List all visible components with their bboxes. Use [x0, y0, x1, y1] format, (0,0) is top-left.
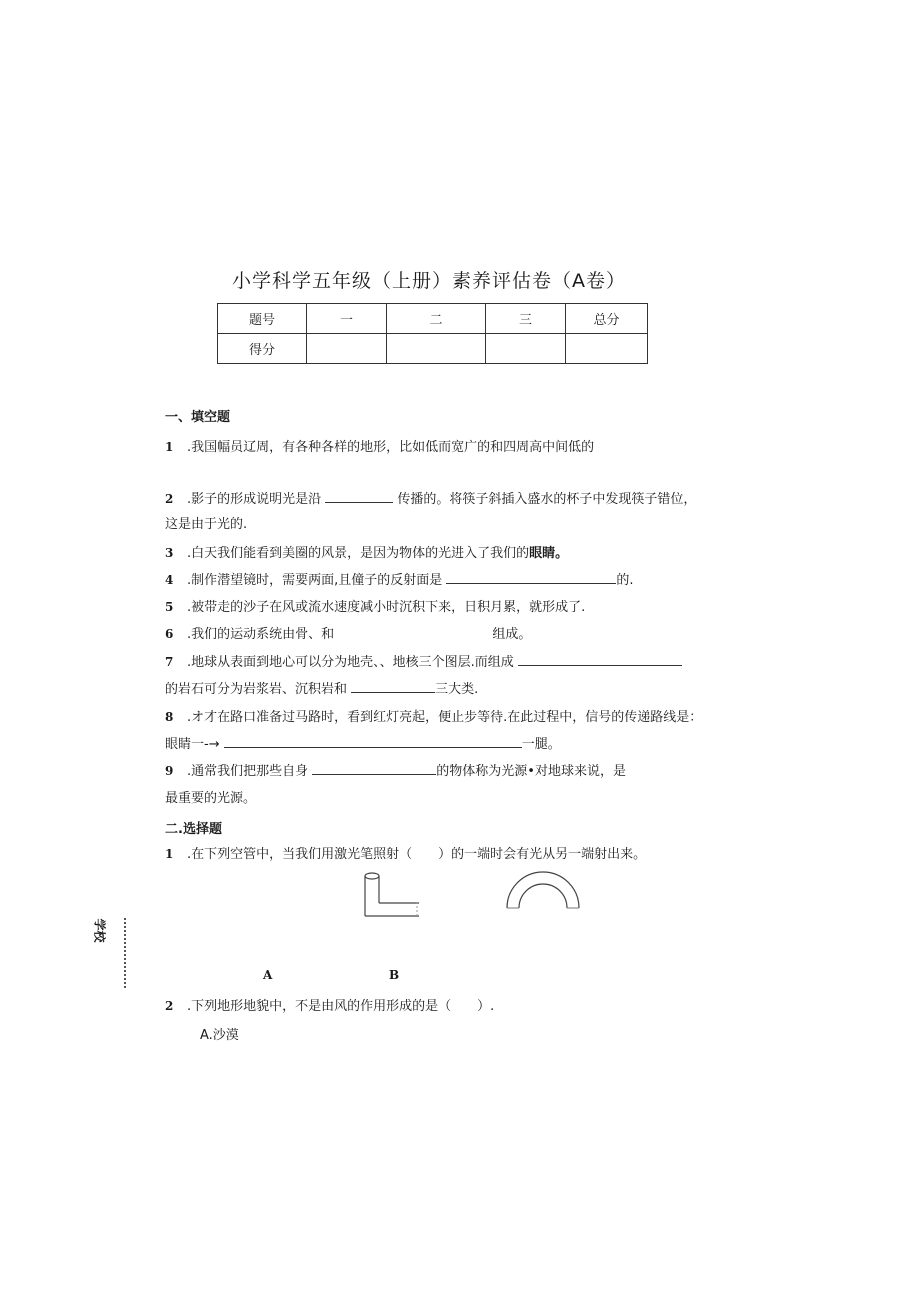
- question-text: .下列地形地貌中，不是由风的作用形成的是（ ）.: [187, 999, 495, 1014]
- question-1-1: [165, 438, 594, 457]
- section2-heading: 二.选择题: [165, 822, 222, 837]
- question-number: 3: [165, 546, 174, 560]
- score-input-cell[interactable]: [486, 334, 566, 364]
- question-1-3: [165, 544, 568, 563]
- question-text: .通常我们把那些自身: [187, 764, 309, 779]
- question-text: .制作潜望镜时，需要两面,且僮子的反射面是: [187, 573, 443, 588]
- question-1-9-cont: [165, 790, 256, 808]
- score-header-cell: 总分: [566, 304, 648, 334]
- question-number: 6: [165, 627, 174, 641]
- score-input-cell[interactable]: [566, 334, 648, 364]
- score-header-cell: 三: [486, 304, 566, 334]
- question-text: 眼睛一-→: [165, 737, 220, 752]
- exam-title: 小学科学五年级（上册）素养评估卷（A卷）: [232, 270, 626, 292]
- question-number: 9: [165, 764, 174, 778]
- question-text: .オ才在路口准备过马路时，看到红灯亮起，便止步等待.在此过程中，信号的传递路线是：: [187, 710, 703, 725]
- question-number: 2: [165, 999, 174, 1013]
- question-1-6: [165, 625, 531, 644]
- question-number: 5: [165, 600, 174, 614]
- question-1-4: [165, 571, 634, 590]
- question-number: 8: [165, 710, 174, 724]
- score-table-score-row: [218, 334, 648, 364]
- score-header-cell: 一: [307, 304, 387, 334]
- answer-blank[interactable]: [312, 762, 436, 775]
- question-2-2-option-a[interactable]: [200, 1027, 239, 1045]
- question-number: 7: [165, 655, 174, 669]
- answer-blank[interactable]: [224, 735, 522, 748]
- question-1-7: [165, 653, 682, 672]
- question-number: 4: [165, 573, 174, 587]
- question-1-2: [165, 490, 696, 509]
- option-text: A.沙漠: [200, 1028, 239, 1043]
- score-table: [217, 303, 648, 364]
- section1-heading: 一、填空题: [165, 410, 231, 425]
- question-text: 三大类.: [435, 682, 479, 697]
- question-2-1: [165, 845, 646, 864]
- question-1-8: [165, 708, 702, 727]
- question-2-2: [165, 997, 494, 1016]
- question-1-8-cont: [165, 735, 561, 754]
- school-side-label: 学校: [92, 918, 107, 943]
- score-header-cell: 二: [387, 304, 486, 334]
- question-text: 组成。: [492, 627, 532, 642]
- question-text: .地球从表面到地心可以分为地壳、、地核三个图层.而组成: [187, 655, 514, 670]
- question-text: .被带走的沙子在风或流水速度减小时沉积下来，日积月累，就形成了.: [187, 600, 586, 615]
- option-b-label[interactable]: B: [389, 968, 400, 982]
- arched-pipe-figure-b: [503, 866, 583, 914]
- option-a-label[interactable]: A: [263, 968, 273, 982]
- question-text: 的岩石可分为岩浆岩、沉积岩和: [165, 682, 348, 697]
- question-text: 一腿。: [521, 737, 561, 752]
- question-text: .白天我们能看到美圈的风景，是因为物体的光进入了我们的: [187, 546, 530, 561]
- binding-dotted-line: [124, 918, 126, 988]
- answer-blank[interactable]: [351, 680, 435, 693]
- question-text: 这是由于光的.: [165, 517, 248, 532]
- score-row-label: 得分: [218, 334, 307, 364]
- score-input-cell[interactable]: [387, 334, 486, 364]
- question-1-7-cont: [165, 680, 478, 699]
- score-table-header-row: [218, 304, 648, 334]
- question-text: .我国幅员辽周，有各种各样的地形，比如低而宽广的和四周高中间低的: [187, 440, 595, 455]
- score-input-cell[interactable]: [307, 334, 387, 364]
- question-number: 1: [165, 440, 174, 454]
- question-number: 1: [165, 847, 174, 861]
- answer-blank[interactable]: [325, 490, 393, 503]
- question-text: .在下列空管中，当我们用激光笔照射（ ）的一端时会有光从另一端射出来。: [187, 847, 647, 862]
- question-1-9: [165, 762, 626, 781]
- question-1-2-cont: [165, 516, 247, 534]
- question-text-bold: 眼睛。: [529, 546, 569, 561]
- question-number: 2: [165, 492, 174, 506]
- answer-blank[interactable]: [446, 571, 616, 584]
- question-text: 最重要的光源。: [165, 791, 257, 806]
- answer-blank[interactable]: [518, 653, 682, 666]
- question-text: 的.: [616, 573, 634, 588]
- bent-pipe-figure-a: [355, 868, 425, 924]
- question-text: .我们的运动系统由骨、和: [187, 627, 335, 642]
- question-text: 的物体称为光源•对地球来说，是: [436, 764, 626, 779]
- score-header-cell: 题号: [218, 304, 307, 334]
- question-text: .影子的形成说明光是沿: [187, 492, 322, 507]
- question-text: 传播的。将筷子斜插入盛水的杯子中发现筷子错位，: [397, 492, 697, 507]
- question-1-5: [165, 598, 585, 617]
